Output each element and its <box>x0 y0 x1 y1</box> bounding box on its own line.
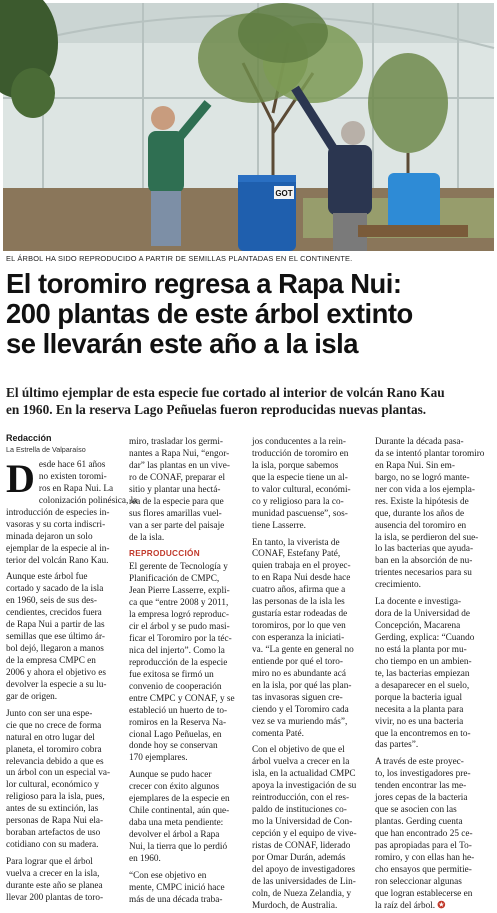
body-text-line: “Con ese objetivo en <box>129 870 207 881</box>
body-text-line: terior del volcán Rano Kau. <box>6 555 109 566</box>
article-column-3 <box>252 437 367 911</box>
headline-line: El toromiro regresa a Rapa Nui: <box>6 268 402 299</box>
body-text-line: semillas que ese último ár- <box>6 632 105 643</box>
body-text-line: romiro, y con ellas han he- <box>375 852 475 863</box>
subhead-line: El último ejemplar de esta especie fue cortado al interior de volcán Rano Kau <box>6 385 445 400</box>
body-text-line: ejemplares de la especie en <box>129 794 230 805</box>
end-of-article-icon: ✪ <box>435 900 446 911</box>
body-text-line: vez se va muriendo más”, <box>252 716 348 727</box>
body-text-line: ristas de CONAF, liderado <box>252 840 351 851</box>
greenhouse-scene-illustration <box>3 3 494 251</box>
body-text-line: sitio y plantar una hectá- <box>129 484 221 495</box>
body-text-line: romiros en la Reserva Na- <box>129 717 227 728</box>
body-text-line: to en Rapa Nui desde hace <box>252 573 351 584</box>
body-text-line: llevar 200 plantas de toro- <box>6 892 104 903</box>
subhead-line: en 1960. En la reserva Lago Peñuelas fueron reproducidas nuevas plantas. <box>6 402 427 417</box>
body-text-line: to valor cultural, económi- <box>252 484 351 495</box>
body-text-line: relevancia debido a que es <box>6 756 104 767</box>
body-text-line: que se asocien con las <box>375 805 457 816</box>
body-text-line: jores cepas de la bacteria <box>375 793 468 804</box>
body-text-line: toromiros, por lo que ven <box>252 621 346 632</box>
body-text-line: vasoras y su corta indiscri- <box>6 519 106 530</box>
body-text-line: cotidiano con su madera. <box>6 840 99 851</box>
body-text-line: Jean Pierre Lasserre, expli- <box>129 586 230 597</box>
body-text-line: entiende por qué el toro- <box>252 656 343 667</box>
body-text-line: Con el objetivo de que el <box>252 745 345 756</box>
body-text-line: van a ser parte del paisaje <box>129 520 225 531</box>
body-text-line: La docente e investiga- <box>375 597 462 608</box>
body-text-line: te, las bacterias empiezan <box>375 668 470 679</box>
body-text-line: vuelva a crecer en la isla, <box>6 868 100 879</box>
body-text-line: Aunque este árbol fue <box>6 572 88 583</box>
body-text-line: a desaparecer en el suelo, <box>375 680 470 691</box>
body-text-line: coln, de Nueza Zelandia, y <box>252 888 352 899</box>
body-text-line: las personas de la isla les <box>252 597 345 608</box>
body-text-line: jos conducentes a la rein- <box>252 437 347 447</box>
body-text-line: durante este año se planea <box>6 880 103 891</box>
body-text-line: crecer con éxito algunos <box>129 782 220 793</box>
body-text-line: ner con vida a los ejempla- <box>375 484 475 495</box>
body-text-line: En tanto, la viverista de <box>252 537 340 548</box>
body-text-line: isla, en la actualidad CMPC <box>252 769 356 780</box>
body-text-line: ausencia del toromiro en <box>375 520 467 531</box>
body-text-line: nica del injerto”. Como la <box>129 645 225 656</box>
body-text-line: nantes a Rapa Nui, “engor- <box>129 448 230 459</box>
byline <box>6 433 126 455</box>
body-text-line: quien trabaja en el proyec- <box>252 561 351 572</box>
body-text-line: religioso para la isla, pues, <box>6 792 105 803</box>
body-text-line: vivir, no es una bacteria <box>375 716 464 727</box>
body-text-line: Junto con ser una espe- <box>6 708 93 719</box>
body-text-line: Nui, la tierra que lo perdió <box>129 841 228 852</box>
body-text-line: la empresa logró reproduc- <box>129 610 229 621</box>
body-text-line: Para lograr que el árbol <box>6 857 93 867</box>
body-text-line: Planificación de CMPC, <box>129 574 220 585</box>
body-text-line: cho ensayos que permitie- <box>375 864 472 875</box>
body-text-line: Concepción, Macarena <box>375 621 461 632</box>
body-text-line: A través de este proyec- <box>375 757 464 768</box>
body-text-line: crecimiento. <box>375 580 421 591</box>
body-text-line: rea de la especie para que <box>129 496 224 507</box>
body-text-line: que, durante los años de <box>375 508 465 519</box>
article-column-2 <box>129 437 244 905</box>
body-text-line: introducción de especies in- <box>6 507 110 518</box>
body-text-line: en la isla, por qué las plan- <box>252 680 352 691</box>
body-text-line: en 1960, seis de sus des- <box>6 596 97 607</box>
section-rubric: REPRODUCCIÓN <box>129 549 200 559</box>
body-text-line: daba una meta pendiente: <box>129 818 224 829</box>
body-text-line: con esperanza la iniciati- <box>252 633 345 643</box>
body-text-line: árbol vuelva a crecer en la <box>252 757 350 768</box>
body-text-line: personas de Rapa Nui ela- <box>6 816 104 827</box>
body-text-line: mente, CMPC inició hace <box>129 882 225 893</box>
body-text-line: necesita a la planta para <box>375 704 464 715</box>
body-text-line: cional Lago Peñuelas, en <box>129 729 222 740</box>
body-text-line: donde hoy se conservan <box>129 741 218 752</box>
body-text-line: colonización polinésica, la <box>38 495 138 506</box>
body-text-line: sus flores amarillas vuel- <box>129 508 222 519</box>
body-text-line: más de una década traba- <box>129 894 223 905</box>
body-text-line: bol dejó, llegaron a manos <box>6 644 104 655</box>
body-text-line: devolver la especie a su lu- <box>6 679 107 690</box>
body-text-line: cortado y sacado de la isla <box>6 584 104 595</box>
subheadline <box>6 384 494 418</box>
body-text-line: de la isla. <box>129 532 165 543</box>
body-text-line: cendientes, crecidos fuera <box>6 608 102 619</box>
body-text-line: mo la Universidad de Con- <box>252 817 353 828</box>
body-text-line: porque la bacteria igual <box>375 692 463 703</box>
body-text-line: la raíz del árbol. ✪ <box>375 900 446 911</box>
body-text-line: tenden encontrar las me- <box>375 781 467 792</box>
body-text-line: no está la planta por mu- <box>375 644 467 655</box>
headline-line: 200 plantas de este árbol extinto <box>6 298 413 329</box>
body-text-line: la isla, se perdieron del sue- <box>375 532 479 543</box>
body-text-line: Durante la década pasa- <box>375 437 464 447</box>
blue-barrel <box>238 175 296 251</box>
body-text-line: natural en otro lugar del <box>6 732 95 743</box>
body-text-line: munidad pascuense”, sos- <box>252 508 348 519</box>
body-text-line: El gerente de Tecnología y <box>129 562 228 573</box>
body-text-line: dora de la Universidad de <box>375 609 471 620</box>
body-text-line: ejemplar de la especie al in- <box>6 543 110 554</box>
body-text-line: 2006 y ahora el objetivo es <box>6 667 106 678</box>
body-text-line: ficar el Toromiro por la téc- <box>129 634 232 645</box>
body-text-line: cuatro años, afirma que a <box>252 585 346 596</box>
body-text-line: un árbol con un especial va- <box>6 768 111 779</box>
body-text-line: ron seleccionar algunas <box>375 876 462 887</box>
body-text-line: antes de su extinción, las <box>6 804 99 815</box>
body-text-line: minada dejaron un solo <box>6 531 93 542</box>
body-text-line: esde hace 61 años <box>38 460 106 470</box>
body-text-line: estableció un huerto de to- <box>129 705 228 716</box>
body-text-line: ban en la absorción de nu- <box>375 556 473 567</box>
body-text-line: bargo, no se logró mante- <box>375 472 470 483</box>
body-text-line: Gerding, explica: “Cuando <box>375 633 475 643</box>
body-text-line: cie que no crece de forma <box>6 720 102 731</box>
body-text-line: comenta Paté. <box>252 728 304 739</box>
body-text-line: de la empresa CMPC en <box>6 656 96 666</box>
body-text-line: que han encontrado 25 ce- <box>375 829 473 839</box>
body-text-line: de Rapa Nui a partir de las <box>6 620 105 631</box>
body-text-line: que la encontremos en to- <box>375 728 471 739</box>
body-text-line: cir el árbol y se pudo masi- <box>129 622 230 633</box>
body-text-line: co y religioso para la co- <box>252 496 344 507</box>
body-text-line: del apoyo de investigadores <box>252 864 356 875</box>
body-text-line: plantas. Gerding cuenta <box>375 817 463 828</box>
body-text-line: to, los investigadores pre- <box>375 769 471 780</box>
body-text-line: dar” las plantas en un vive- <box>129 460 230 471</box>
body-text-line: ro de CONAF, preparar el <box>129 472 226 483</box>
body-text-line: la isla, porque sabemos <box>252 460 339 471</box>
byline-author: Redacción <box>6 433 52 443</box>
body-text-line: cho tiempo en un ambien- <box>375 656 472 667</box>
body-text-line: en 1960. <box>129 853 161 864</box>
body-text-line: va. “La gente en general no <box>252 644 354 655</box>
photo-caption: EL ÁRBOL HA SIDO REPRODUCIDO A PARTIR DE SEMILLAS PLANTADAS EN EL CONTINENTE. <box>6 254 353 263</box>
body-text-line: convenio de cooperación <box>129 681 222 692</box>
body-text-line: Murdoch, de Australia. <box>252 900 338 911</box>
body-text-line: ros en Rapa Nui. La <box>38 483 114 494</box>
barrel-label: GOT <box>275 189 293 198</box>
body-text-line: ca que “entre 2008 y 2011, <box>129 598 229 609</box>
body-text-line: entre CMPC y CONAF, y se <box>129 693 235 704</box>
body-text-line: tas invasoras siguen cre- <box>252 692 343 703</box>
dropcap: D <box>6 456 35 501</box>
article-column-4 <box>375 437 490 911</box>
headline <box>6 269 494 359</box>
article-photo <box>3 3 494 251</box>
body-text-line: que logran establecerse en <box>375 888 473 899</box>
byline-source: La Estrella de Valparaíso <box>6 445 86 454</box>
body-text-line: gar de origen. <box>6 691 58 702</box>
body-text-line: devolver el árbol a Rapa <box>129 830 220 841</box>
body-text-line: de las universidades de Lin- <box>252 876 356 887</box>
body-text-line: da se intentó plantar toromiro <box>375 448 485 459</box>
body-text-line: miro, trasladar los germi- <box>129 437 224 447</box>
body-text-line: gustaría estar rodeadas de <box>252 609 348 620</box>
body-text-line: que la especie tiene un al- <box>252 472 348 483</box>
body-text-line: apoya la investigación de su <box>252 781 357 792</box>
body-text-line: planeta, el toromiro cobra <box>6 744 102 755</box>
body-text-line: Chile continental, aún que- <box>129 806 230 817</box>
body-text-line: lo las bacterias que ayuda- <box>375 544 474 555</box>
body-text-line: res. Existe la hipótesis de <box>375 496 469 507</box>
body-text-line: en Rapa Nui. Sin em- <box>375 460 455 471</box>
body-text-line: fue exitosa se firmó un <box>129 669 214 680</box>
body-text-line: boraban artefactos de uso <box>6 828 101 839</box>
body-text-line: Aunque se pudo hacer <box>129 770 212 781</box>
body-text-line: cepción y el equipo de vive- <box>252 829 357 839</box>
body-text-line: troducción de toromiro en <box>252 448 349 459</box>
body-text-line: pas apropiadas para el To- <box>375 840 472 851</box>
body-text-line: reproducción de la especie <box>129 657 228 668</box>
body-text-line: reintroducción, con el res- <box>252 793 350 804</box>
body-text-line: CONAF, Estefany Paté, <box>252 549 341 560</box>
body-text-line: trientes necesarios para su <box>375 568 472 579</box>
body-text-line: tiene Lasserre. <box>252 520 306 531</box>
body-text-line: das partes”. <box>375 740 419 751</box>
headline-line: se llevarán este año a la isla <box>6 328 358 359</box>
body-text-line: 170 ejemplares. <box>129 753 188 764</box>
body-text-line: miro no es abundante acá <box>252 668 347 679</box>
article-column-1 <box>6 456 138 903</box>
body-text-line: paldo de instituciones co- <box>252 805 347 816</box>
body-text-line: ciendo y el Toromiro cada <box>252 704 349 715</box>
body-text-line: por Omar Durán, además <box>252 852 346 863</box>
body-text-line: no existen toromi- <box>38 471 107 482</box>
body-text-line: lor cultural, económico y <box>6 780 99 791</box>
